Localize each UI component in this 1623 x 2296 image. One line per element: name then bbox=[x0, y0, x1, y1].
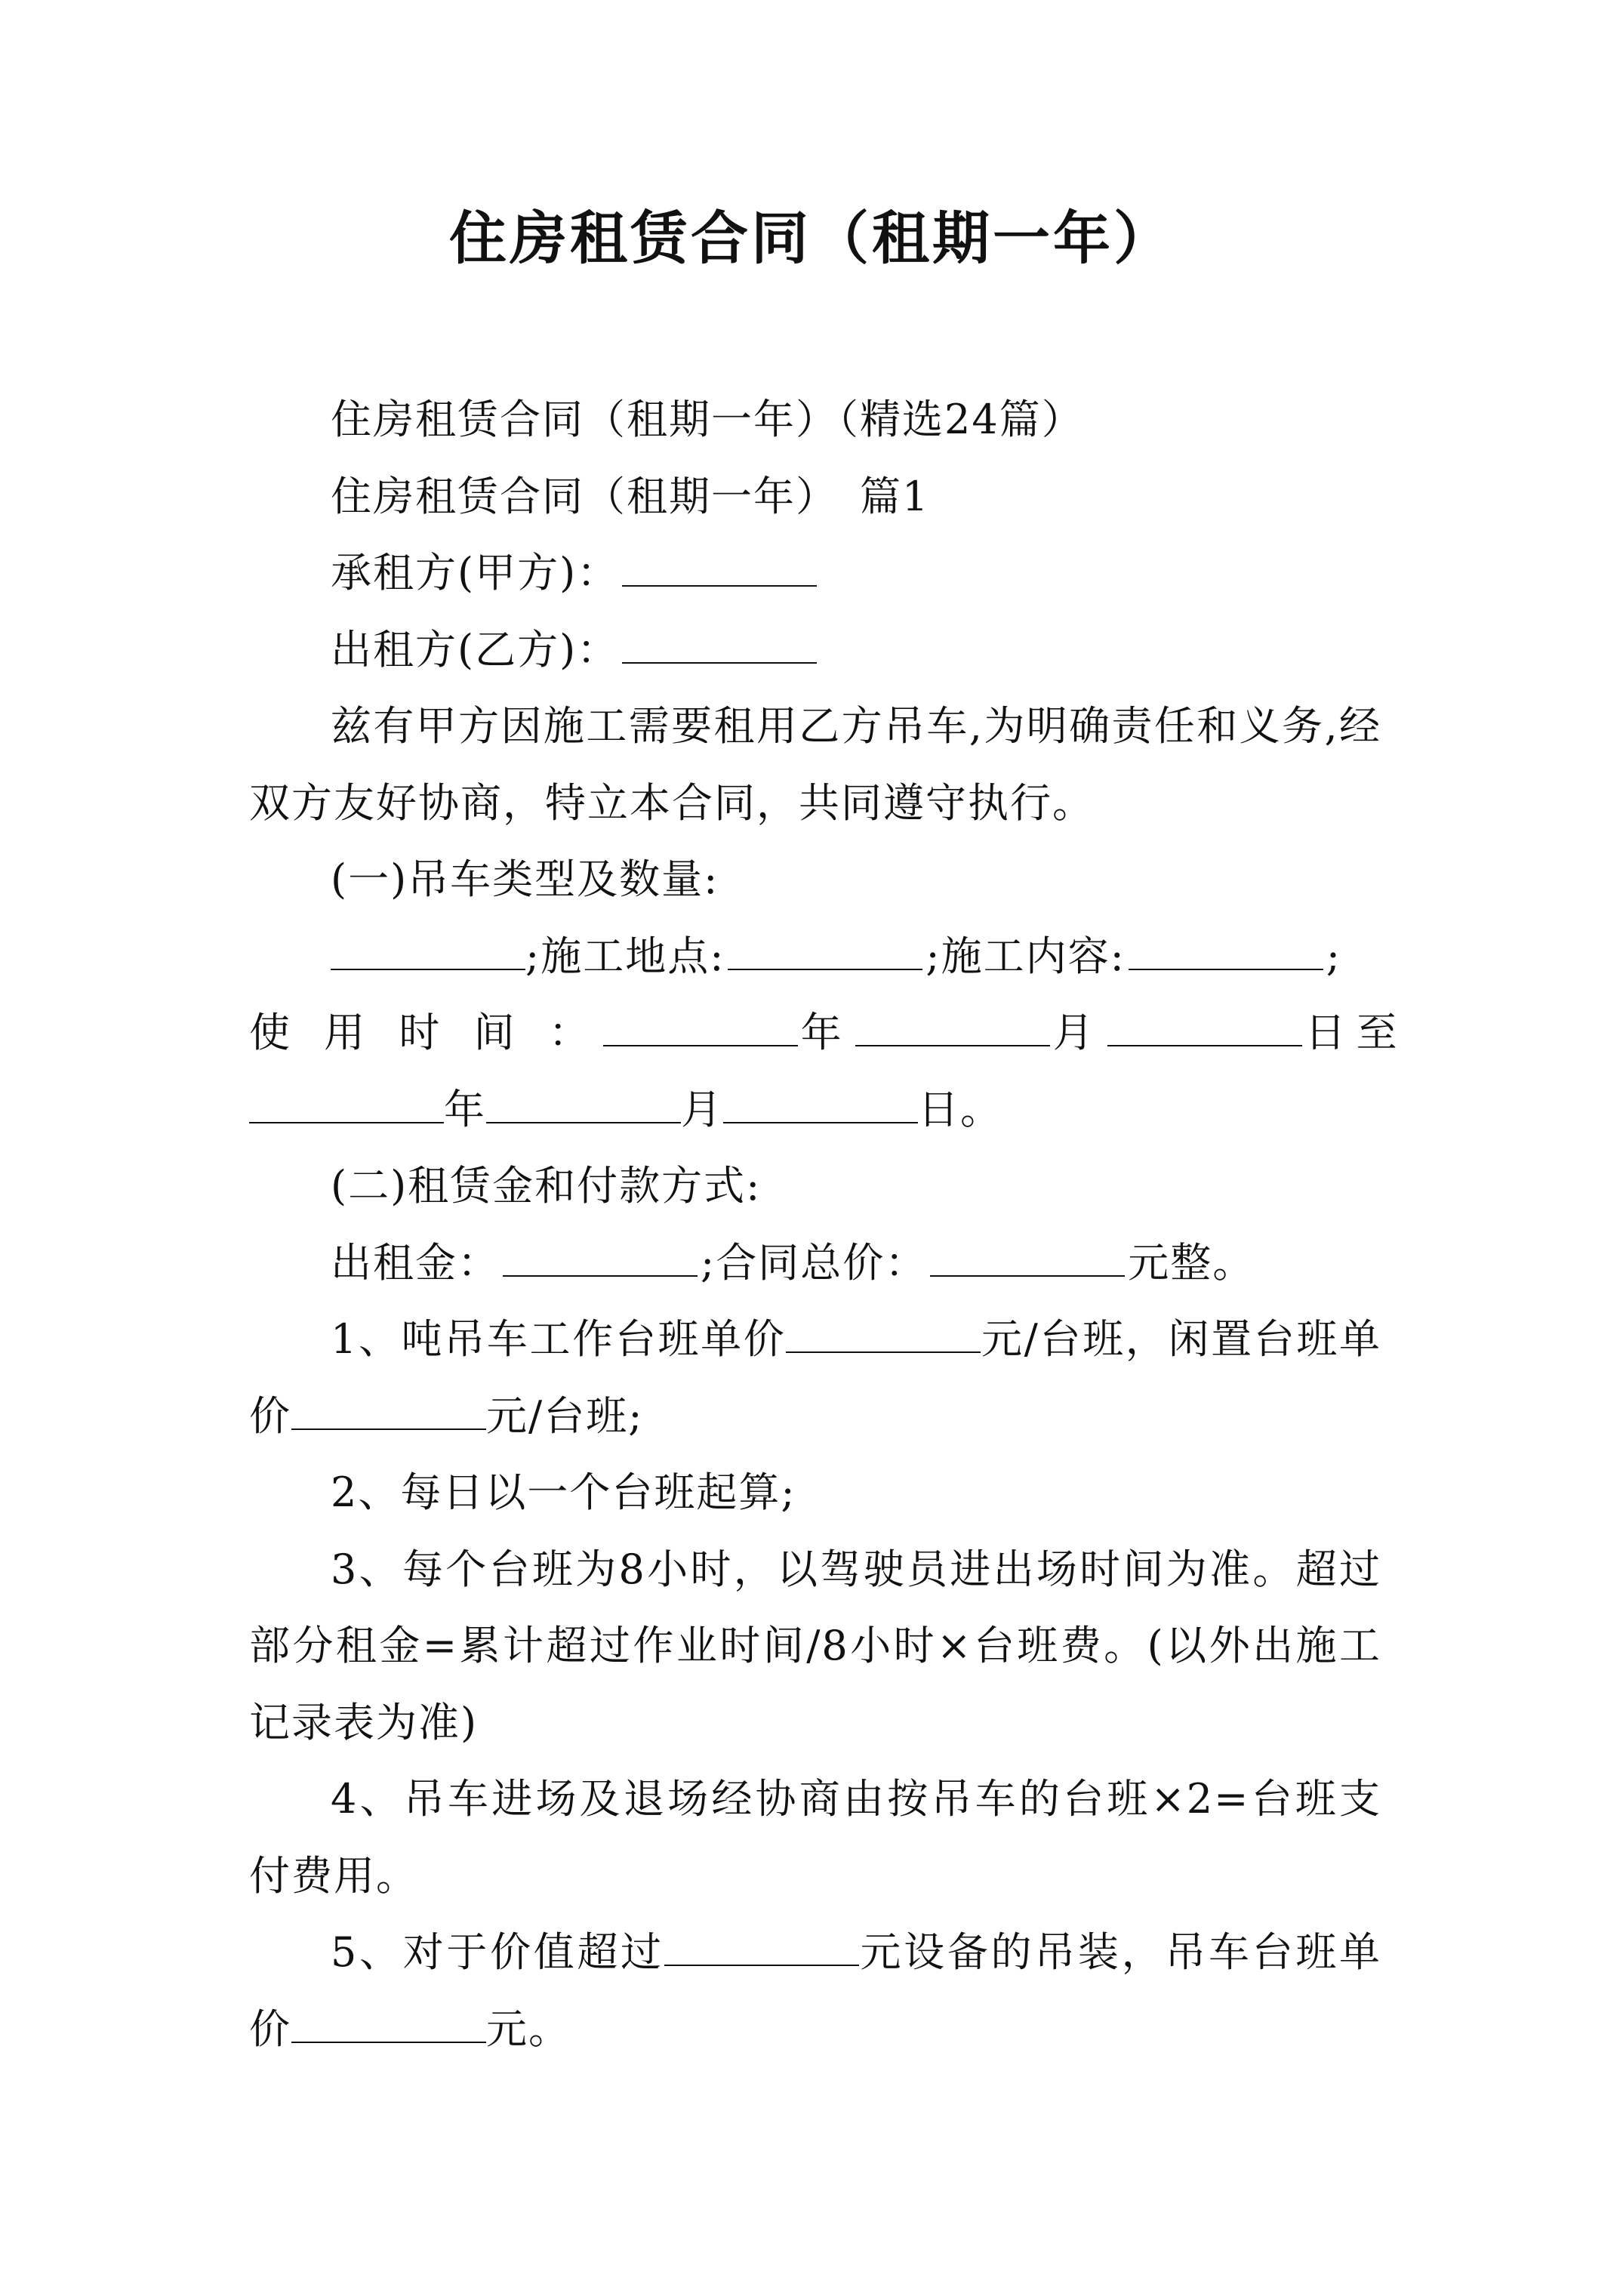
blank-line bbox=[486, 1080, 681, 1123]
month-label: 月 bbox=[1052, 1009, 1104, 1056]
item5-part-b: 元设备的吊装，吊车台班单价 bbox=[249, 1928, 1381, 2053]
blank-line bbox=[930, 1233, 1125, 1277]
item1-part-a: 1、吨吊车工作台班单价 bbox=[331, 1315, 787, 1363]
use-time-label: 使 用 时 间 ： bbox=[249, 1009, 600, 1056]
blank-line bbox=[1107, 1003, 1302, 1046]
blank-line bbox=[622, 620, 817, 664]
rent-line bbox=[249, 1225, 1381, 1302]
blank-line bbox=[1129, 926, 1323, 970]
lessee-line bbox=[249, 535, 1381, 612]
day-to-label: 日至 bbox=[1304, 1009, 1408, 1056]
item-4: 4、吊车进场及退场经协商由按吊车的台班×2=台班支付费用。 bbox=[249, 1775, 1381, 1900]
blank-line bbox=[249, 1080, 444, 1123]
end-date-line bbox=[249, 1071, 1381, 1148]
item1-part-c: 元/台班; bbox=[486, 1391, 644, 1440]
part-title: 住房租赁合同（租期一年） 篇1 bbox=[331, 472, 930, 520]
blank-line bbox=[503, 1233, 698, 1277]
month-label: 月 bbox=[681, 1085, 723, 1133]
item5-part-a: 5、对于价值超过 bbox=[331, 1928, 664, 1976]
year-label: 年 bbox=[444, 1085, 486, 1133]
item-3: 3、每个台班为8小时，以驾驶员进出场时间为准。超过部分租金=累计超过作业时间/8小时×台班费。(以外出施工记录表为准) bbox=[249, 1545, 1381, 1746]
blank-line bbox=[622, 543, 817, 587]
rent-label: 出租金： bbox=[331, 1238, 500, 1287]
site-label: ;施工地点: bbox=[525, 932, 725, 980]
item-1 bbox=[249, 1301, 1381, 1454]
lessee-label: 承租方(甲方)： bbox=[331, 549, 620, 596]
day-end-label: 日。 bbox=[918, 1085, 1002, 1133]
content-label: ;施工内容: bbox=[925, 932, 1126, 980]
section1-heading: (一)吊车类型及数量: bbox=[331, 855, 719, 903]
section2-heading: (二)租赁金和付款方式: bbox=[331, 1162, 762, 1210]
blank-line bbox=[728, 926, 922, 970]
document-title: 住房租赁合同（租期一年） bbox=[449, 205, 1174, 272]
blank-line bbox=[291, 1999, 486, 2043]
item-5 bbox=[249, 1914, 1381, 2067]
intro-title: 住房租赁合同（租期一年）（精选24篇） bbox=[331, 396, 1084, 443]
total-suffix: 元整。 bbox=[1128, 1238, 1255, 1287]
crane-details-line bbox=[249, 918, 1381, 995]
blank-line bbox=[331, 926, 525, 970]
item1-part-b: 元/台班，闲置台班单价 bbox=[249, 1315, 1381, 1440]
lessor-label: 出租方(乙方)： bbox=[331, 625, 620, 673]
blank-line bbox=[786, 1309, 981, 1353]
blank-line bbox=[855, 1003, 1050, 1046]
blank-line bbox=[291, 1386, 486, 1430]
item-2: 2、每日以一个台班起算; bbox=[331, 1469, 796, 1516]
total-label: ;合同总价： bbox=[701, 1238, 928, 1287]
semicolon: ; bbox=[1326, 932, 1341, 980]
blank-line bbox=[664, 1922, 859, 1966]
item5-part-c: 元。 bbox=[486, 2005, 571, 2053]
blank-line bbox=[723, 1080, 918, 1123]
lessor-line bbox=[249, 612, 1381, 689]
blank-line bbox=[603, 1003, 798, 1046]
document-body bbox=[249, 381, 1408, 2067]
year-label: 年 bbox=[800, 1009, 852, 1056]
use-time-line bbox=[249, 994, 1408, 1071]
preamble: 兹有甲方因施工需要租用乙方吊车,为明确责任和义务,经双方友好协商，特立本合同，共同遵守执行。 bbox=[249, 702, 1381, 827]
